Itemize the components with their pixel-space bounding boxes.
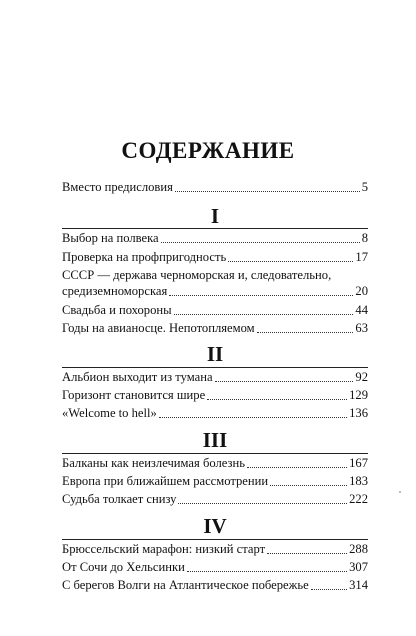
toc-entry-title: От Сочи до Хельсинки <box>62 560 185 574</box>
dot-leader <box>215 381 354 382</box>
toc-entry-title: Свадьба и похороны <box>62 303 172 317</box>
dot-leader <box>174 314 354 315</box>
toc-entry-page: 63 <box>355 321 368 335</box>
toc-entry <box>62 388 368 403</box>
part-numeral-4: IV <box>203 514 227 538</box>
toc-entry-page: 5 <box>361 180 368 194</box>
print-speck <box>399 491 401 493</box>
dot-leader <box>267 553 347 554</box>
toc-entry <box>62 406 368 421</box>
toc-entry-title: Горизонт становится шире <box>62 388 206 402</box>
toc-entry-page: 17 <box>355 250 368 264</box>
dot-leader <box>207 399 347 400</box>
toc-entry-title: средиземноморская <box>62 284 168 298</box>
toc-entry-page: 129 <box>349 388 368 402</box>
toc-entry-title: Судьба толкает снизу <box>62 492 177 506</box>
toc-entry <box>62 542 368 557</box>
dot-leader <box>311 589 347 590</box>
toc-entry-title: Брюссельский марафон: низкий старт <box>62 542 266 556</box>
dot-leader <box>169 295 353 296</box>
toc-entry <box>62 492 368 507</box>
part-divider <box>62 228 368 229</box>
toc-entry-page: 222 <box>349 492 368 506</box>
toc-entry-title: Выбор на полвека <box>62 231 159 245</box>
part-numeral-2: II <box>206 342 224 366</box>
toc-entry-title: Годы на авианосце. Непотопляемом <box>62 321 255 335</box>
toc-entry <box>62 231 368 246</box>
toc-entry-page: 307 <box>349 560 368 574</box>
toc-entry-title: С берегов Волги на Атлантическое побережье <box>62 578 309 592</box>
toc-entry-page: 183 <box>349 474 368 488</box>
toc-entry-title: Европа при ближайшем рассмотрении <box>62 474 269 488</box>
toc-entry <box>62 456 368 471</box>
toc-entry-title: Проверка на профпригодность <box>62 250 227 264</box>
dot-leader <box>178 503 347 504</box>
page-title: СОДЕРЖАНИЕ <box>121 138 295 163</box>
toc-entry <box>62 321 368 336</box>
part-numeral-3: III <box>202 428 228 452</box>
toc-entry <box>62 578 368 593</box>
toc-entry-title-line1: СССР — держава черноморская и, следовательно, <box>62 268 332 282</box>
dot-leader <box>270 485 347 486</box>
dot-leader <box>228 261 353 262</box>
part-numeral-1: I <box>210 204 220 228</box>
toc-entry <box>62 250 368 265</box>
toc-entry <box>62 303 368 318</box>
part-divider <box>62 453 368 454</box>
toc-entry-page: 92 <box>355 370 368 384</box>
toc-entry <box>62 284 368 299</box>
toc-entry-intro <box>62 180 368 195</box>
part-divider <box>62 539 368 540</box>
dot-leader <box>257 332 354 333</box>
dot-leader <box>161 242 360 243</box>
toc-entry-page: 314 <box>349 578 368 592</box>
toc-entry-page: 288 <box>349 542 368 556</box>
dot-leader <box>187 571 347 572</box>
toc-entry-title: Вместо предисловия <box>62 180 173 194</box>
toc-entry <box>62 370 368 385</box>
toc-entry-page: 136 <box>349 406 368 420</box>
toc-entry-page: 44 <box>355 303 368 317</box>
toc-entry <box>62 474 368 489</box>
toc-entry-page: 167 <box>349 456 368 470</box>
toc-entry-title: Альбион выходит из тумана <box>62 370 213 384</box>
dot-leader <box>175 191 360 192</box>
toc-entry-page: 20 <box>355 284 368 298</box>
dot-leader <box>247 467 347 468</box>
toc-entry-page: 8 <box>361 231 368 245</box>
toc-entry <box>62 560 368 575</box>
toc-entry-title: «Welcome to hell» <box>62 406 157 420</box>
part-divider <box>62 367 368 368</box>
toc-entry-title: Балканы как неизлечимая болезнь <box>62 456 245 470</box>
dot-leader <box>159 417 347 418</box>
